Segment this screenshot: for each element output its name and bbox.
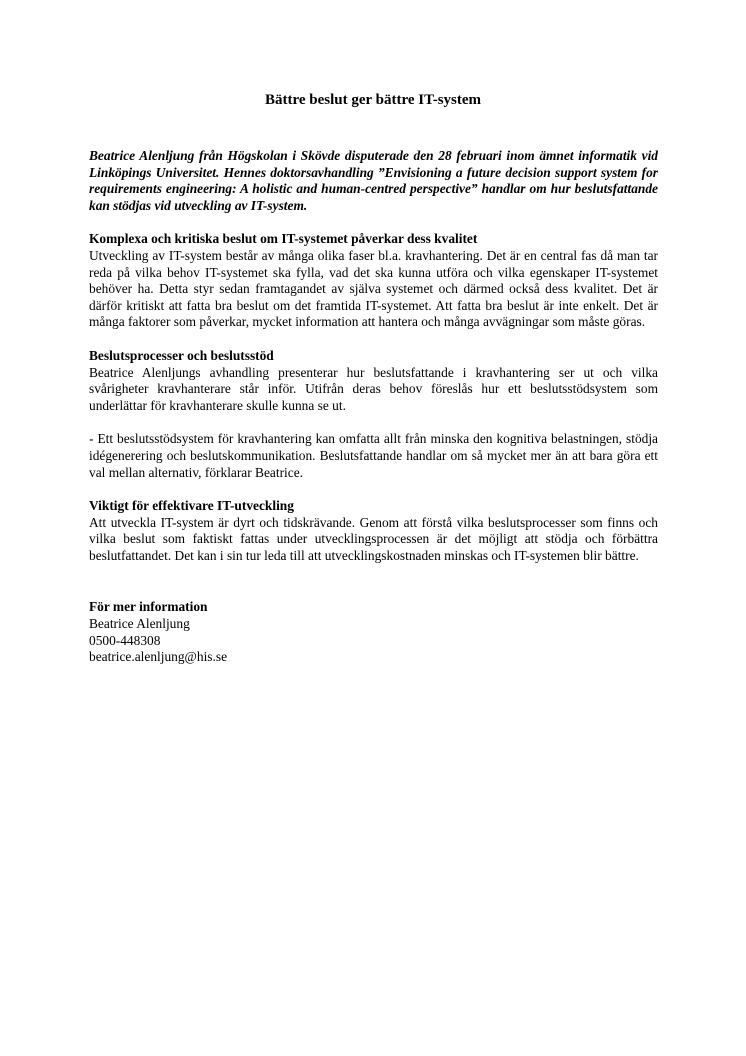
document-body <box>89 148 658 666</box>
contact-email[interactable]: beatrice.alenljung@his.se <box>89 649 228 665</box>
quote-paragraph: - Ett beslutsstödsystem för kravhantering kan omfatta allt från minska den kognitiva belastningen, stödja idégenerering och beslutskommunikation. Beslutsfattande handlar om så mycket mer än att bara göra ett val mellan alternativ, förklarar Beatrice. <box>89 431 658 480</box>
section-heading: Viktigt för effektivare IT-utveckling <box>89 498 294 514</box>
section-paragraph: Att utveckla IT-system är dyrt och tidskrävande. Genom att förstå vilka beslutsprocesser som finns och vilka beslut som faktiskt fattas under utvecklingsprocessen är det möjligt att stödja och förbättra beslutfattandet. Det kan i sin tur leda till att utvecklingskostnaden minskas och IT-systemen blir bättre. <box>89 514 658 563</box>
section-paragraph: Utveckling av IT-system består av många olika faser bl.a. kravhantering. Det är en central fas då man tar reda på vilka behov IT-systemet ska fylla, vad det ska kunna utföra och vilka egenskaper IT-systemet behöver ha. Detta styr sedan framtagandet av själva systemet och därmed också dess kvalitet. Det är därför kritiskt att fatta bra beslut om det framtida IT-systemet. Att fatta bra beslut är inte enkelt. Det är många faktorer som påverkar, mycket information att hantera och många avvägningar som måste göras. <box>89 247 658 330</box>
section-heading: Beslutsprocesser och beslutsstöd <box>89 347 274 363</box>
page-title: Bättre beslut ger bättre IT-system <box>264 92 482 108</box>
section-effective-development <box>89 498 658 564</box>
section-quality <box>89 231 658 331</box>
section-heading: Komplexa och kritiska beslut om IT-systemet påverkar dess kvalitet <box>89 231 478 247</box>
contact-name: Beatrice Alenljung <box>89 616 190 632</box>
lead-paragraph: Beatrice Alenljung från Högskolan i Skövde disputerade den 28 februari inom ämnet informatik vid Linköpings Universitet. Hennes doktorsavhandling ”Envisioning a future decision support system for requirements engineering: A holistic and human-centred perspective” handlar om hur beslutsfattande kan stödjas vid utveckling av IT-system. <box>89 148 658 213</box>
section-paragraph: Beatrice Alenljungs avhandling presenterar hur beslutsfattande i kravhantering ser ut och vilka svårigheter kravhanterare står inför. Utifrån deras behov föreslås hur ett beslutsstödsystem som underlättar för kravhanterare skulle kunna se ut. <box>89 364 658 413</box>
section-decision-support <box>89 348 658 481</box>
contact-block <box>89 599 658 665</box>
contact-phone: 0500-448308 <box>89 632 161 648</box>
contact-heading: För mer information <box>89 599 208 615</box>
